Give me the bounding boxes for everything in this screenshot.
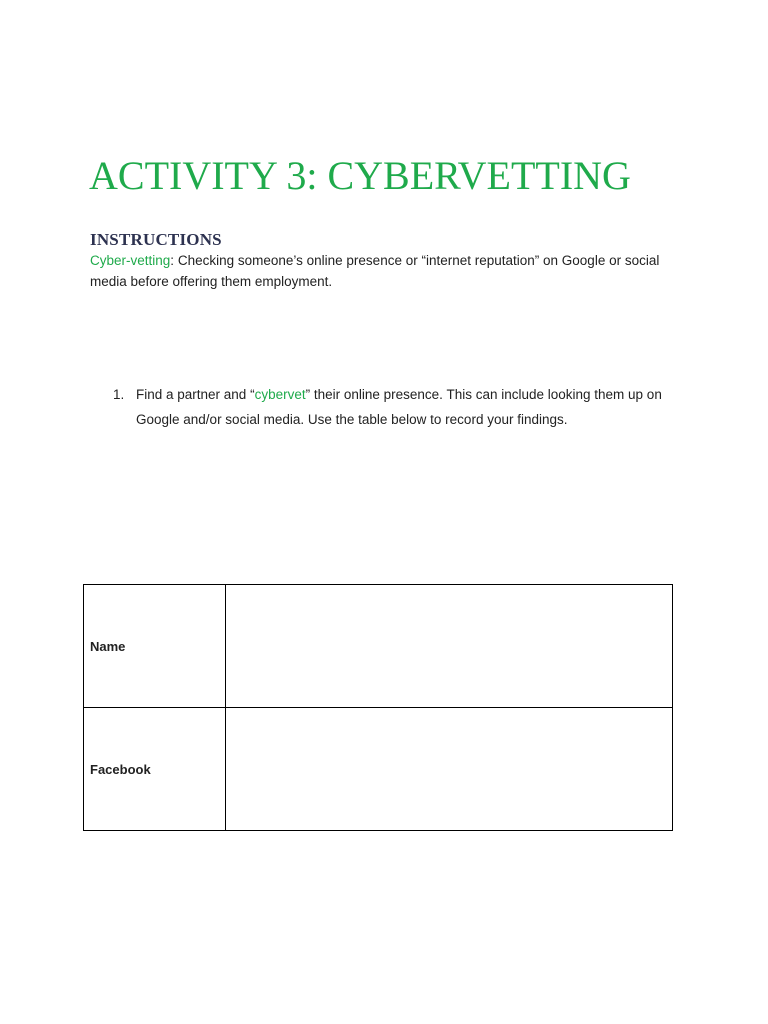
table-row-facebook — [84, 708, 673, 831]
table-cell-facebook-value[interactable] — [226, 708, 673, 831]
page-title: ACTIVITY 3: CYBERVETTING — [89, 153, 631, 198]
definition-text: Checking someone’s online presence or “internet reputation” on Google or social media before offering them employment. — [90, 253, 660, 289]
definition-term: Cyber-vetting — [90, 253, 171, 268]
table-cell-facebook-label: Facebook — [84, 708, 226, 831]
instruction-highlight: cybervet — [254, 387, 306, 402]
definition-paragraph — [90, 250, 680, 292]
instruction-item-1 — [113, 382, 673, 432]
table-cell-name-label: Name — [84, 585, 226, 708]
table-row-name — [84, 585, 673, 708]
findings-table — [83, 584, 673, 831]
section-heading-instructions: INSTRUCTIONS — [90, 230, 222, 249]
definition-separator: : — [170, 253, 175, 268]
table-cell-name-value[interactable] — [226, 585, 673, 708]
instruction-number: 1. — [113, 387, 125, 402]
instruction-text-after: ” their online presence. This can include looking them up on Google and/or social media. Use the table below to record your findings. — [136, 387, 662, 427]
instruction-body — [136, 382, 673, 432]
instruction-text-before: Find a partner and “ — [136, 387, 255, 402]
